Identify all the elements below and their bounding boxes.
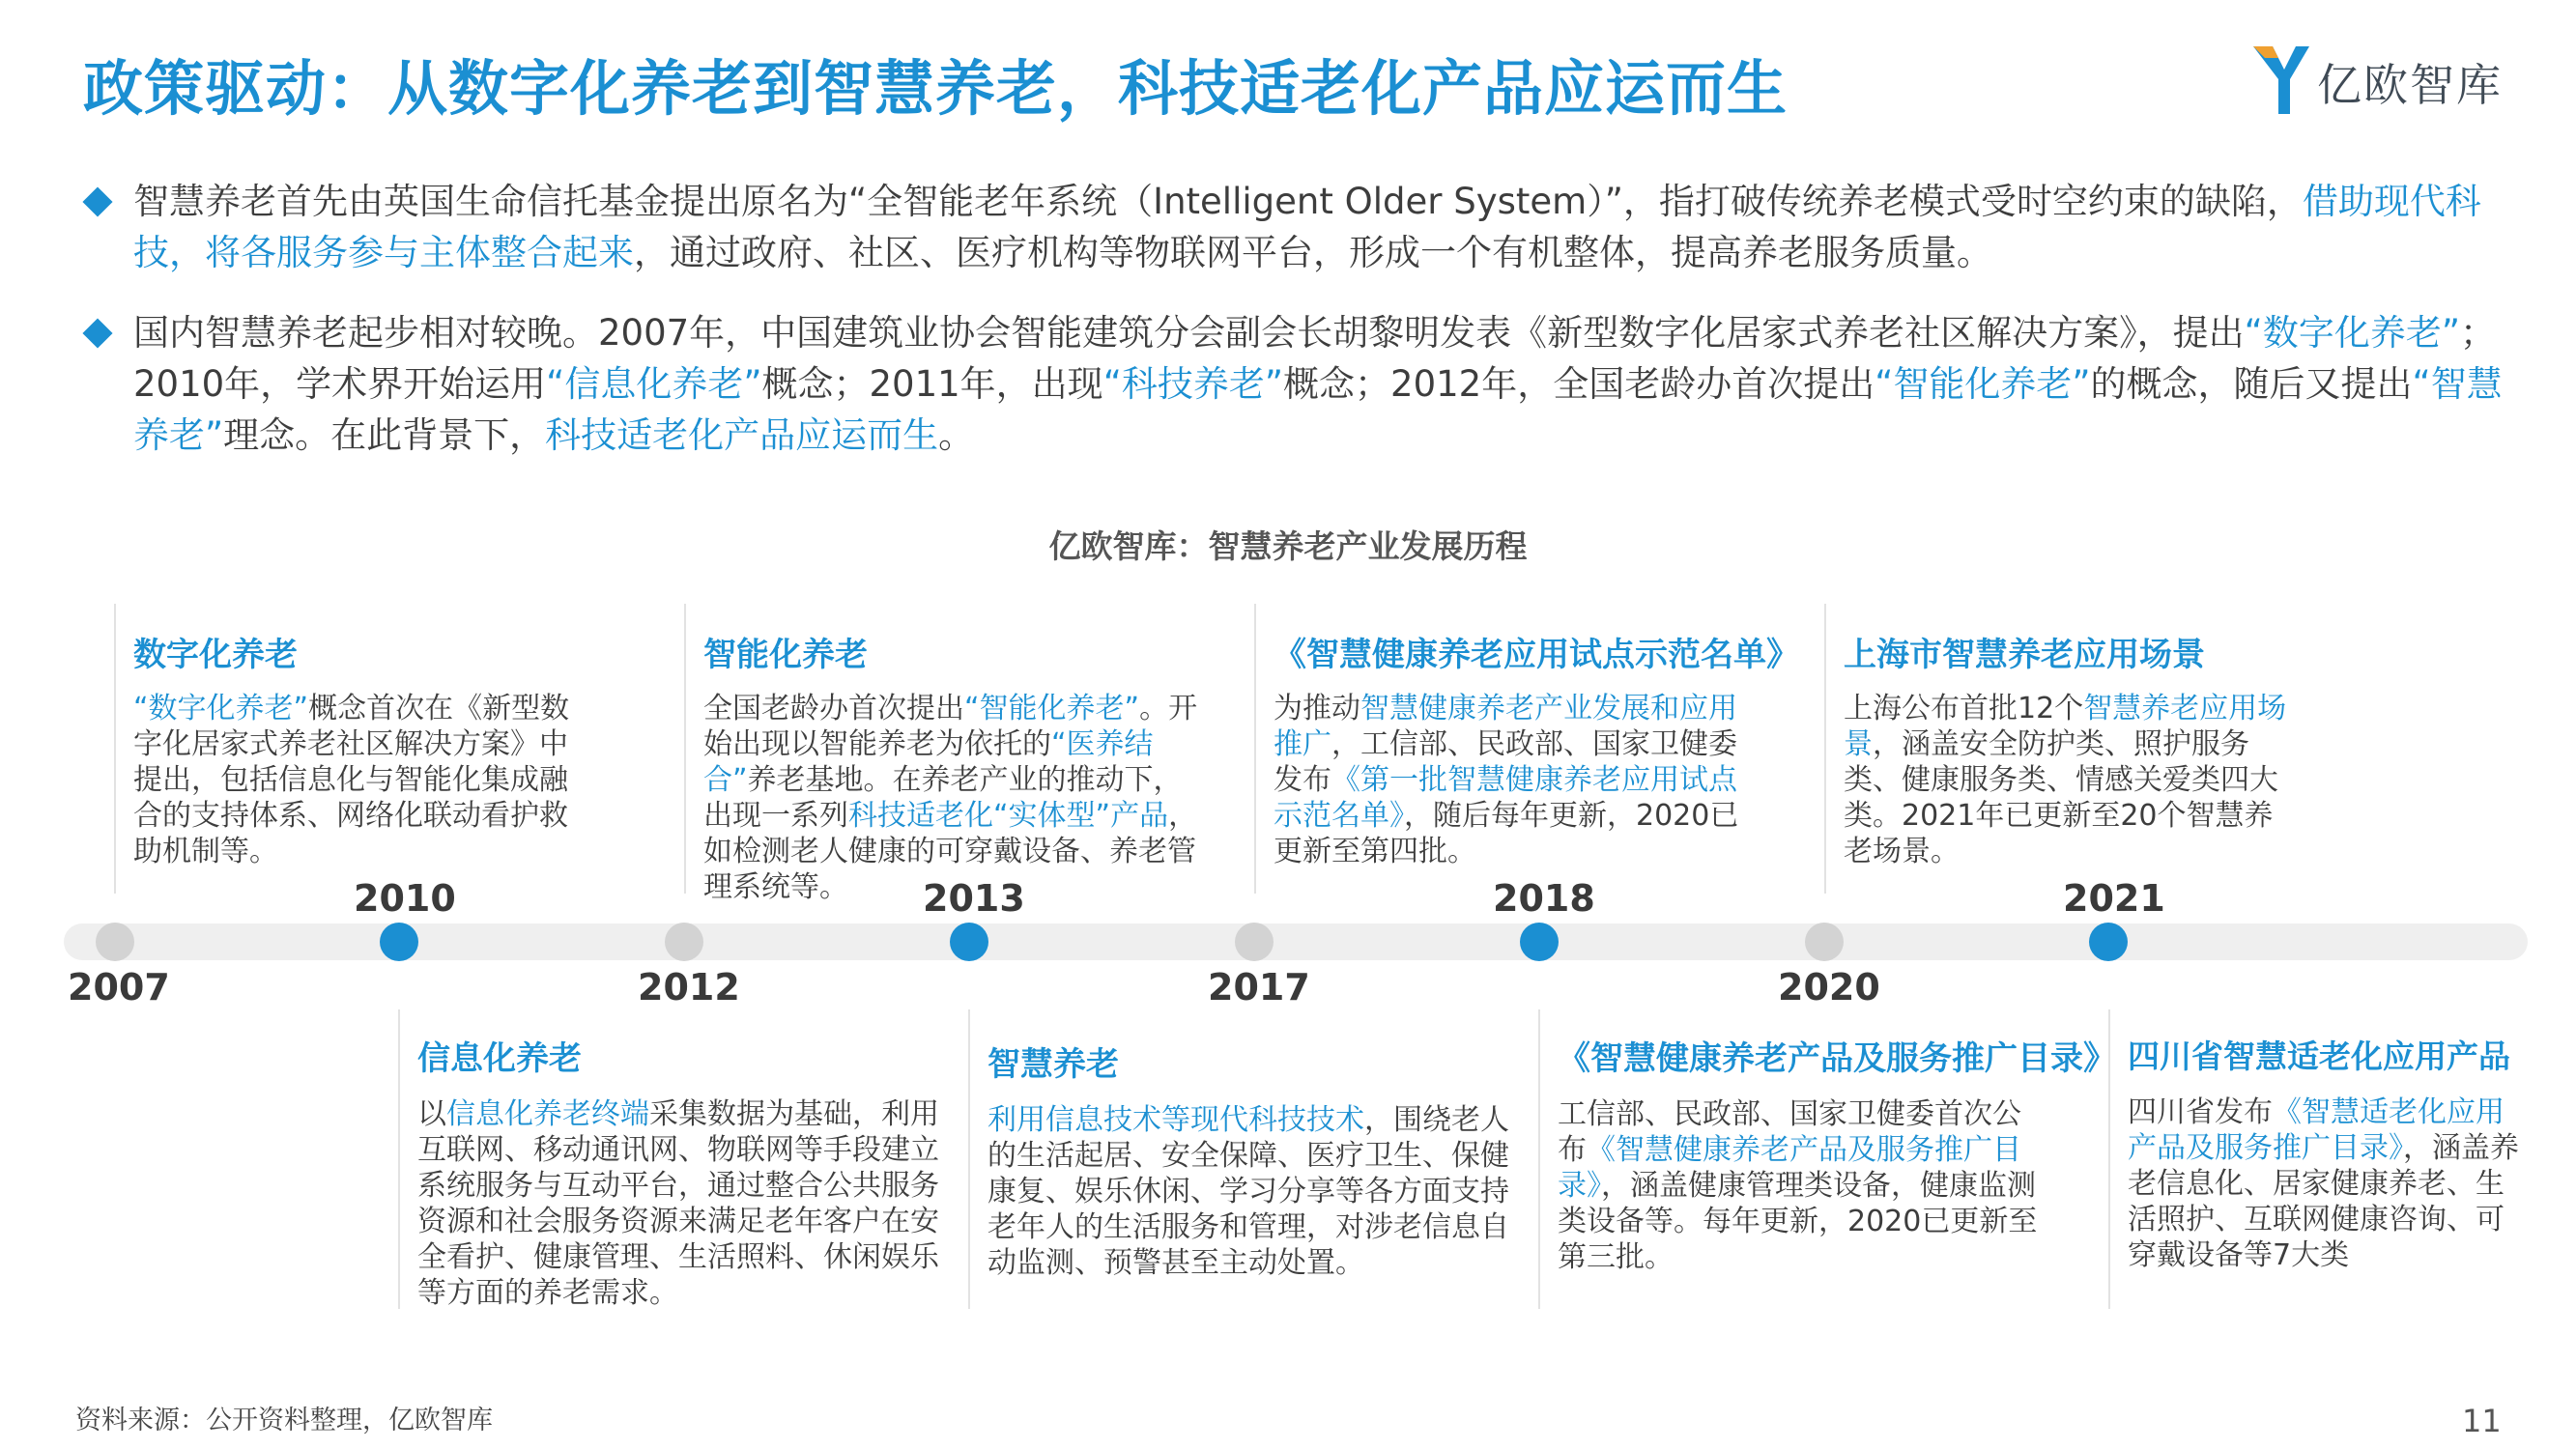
- text-segment: ，涵盖养老信息化、居家健康养老、生活照护、互联网健康咨询、可穿戴设备等7大类: [2128, 1131, 2519, 1272]
- event-title: 数字化养老: [133, 636, 298, 674]
- year-label-2021: 2021: [2063, 877, 2165, 920]
- event-body: [703, 691, 1206, 905]
- text-segment: ，工信部、民政部、国家卫健委发布: [1274, 727, 1737, 797]
- highlighted-text: “数字化养老”: [2244, 312, 2461, 354]
- text-segment: ，如检测老人健康的可穿戴设备、养老管理系统等。: [703, 799, 1198, 904]
- text-segment: ，涵盖安全防护类、照护服务类、健康服务类、情感关爱类四大类。2021年已更新至20个智慧养老场景。: [1844, 727, 2278, 868]
- text-segment: 的概念，随后又提出: [2090, 363, 2413, 405]
- highlighted-text: 科技适老化“实体型”产品: [848, 799, 1169, 833]
- highlighted-text: “智能化养老”: [964, 692, 1140, 725]
- timeline-event-2010: [417, 1032, 959, 1311]
- year-label-2012: 2012: [638, 966, 740, 1009]
- text-segment: 为推动: [1274, 692, 1360, 725]
- text-segment: 。: [938, 414, 975, 456]
- text-segment: 国内智慧养老起步相对较晚。2007年，中国建筑业协会智能建筑分会副会长胡黎明发表《新型数字化居家式养老社区解决方案》，提出: [133, 312, 2245, 354]
- event-title: 《智慧健康养老应用试点示范名单》: [1274, 636, 1799, 674]
- highlighted-text: 信息化养老终端: [446, 1097, 649, 1131]
- text-segment: 理念。在此背景下，: [223, 414, 546, 456]
- event-body: [1558, 1096, 2041, 1275]
- highlighted-text: 智慧健康养老产业发展和应用推广: [1274, 692, 1737, 761]
- highlighted-text: 《智慧适老化应用产品及服务推广目录》: [2128, 1095, 2504, 1165]
- timeline-node-2020: [1805, 923, 1844, 961]
- event-body: [133, 691, 578, 869]
- divider: [1538, 1009, 1540, 1309]
- timeline-event-2013: [987, 1037, 1519, 1281]
- event-title: 智慧养老: [987, 1045, 1119, 1084]
- timeline-event-2021: [2128, 1032, 2533, 1273]
- timeline-event-2018: [1558, 1032, 2116, 1275]
- text-segment: 养老基地。在养老产业的推动下，出现一系列: [703, 763, 1183, 833]
- divider: [1254, 604, 1256, 894]
- highlighted-text: 借助现代科技，将各服务参与主体整合起来: [133, 181, 2481, 273]
- page-title: 政策驱动：从数字化养老到智慧养老，科技适老化产品应运而生: [83, 53, 1789, 124]
- year-label-2017: 2017: [1208, 966, 1310, 1009]
- brand-logo-icon: [2251, 41, 2311, 116]
- event-title: 上海市智慧养老应用场景: [1844, 636, 2205, 674]
- text-segment: ；2010年，学术界开始运用: [133, 312, 2497, 405]
- text-segment: 以: [417, 1097, 446, 1131]
- event-body: [1274, 691, 1757, 869]
- paragraph-text: [133, 307, 2512, 461]
- year-label-2010: 2010: [354, 877, 456, 920]
- event-body: [987, 1102, 1519, 1281]
- event-body: [2128, 1094, 2524, 1273]
- event-title: 信息化养老: [417, 1039, 582, 1078]
- timeline-event-2017: [1274, 628, 1799, 869]
- event-title: 智能化养老: [703, 636, 868, 674]
- text-segment: 工信部、民政部、国家卫健委首次公布: [1558, 1097, 2021, 1167]
- timeline-event-2012: [703, 628, 1206, 905]
- year-label-2013: 2013: [923, 877, 1025, 920]
- highlighted-text: “医养结合”: [703, 727, 1154, 797]
- year-label-2007: 2007: [68, 966, 170, 1009]
- highlighted-text: “数字化养老”: [133, 692, 309, 725]
- timeline-node-2012: [665, 923, 703, 961]
- divider: [1824, 604, 1826, 894]
- text-segment: ，涵盖健康管理类设备，健康监测类设备等。每年更新，2020已更新至第三批。: [1558, 1169, 2038, 1274]
- highlighted-text: 智慧养老应用场景: [1844, 692, 2287, 761]
- text-segment: 概念；2012年，全国老龄办首次提出: [1283, 363, 1875, 405]
- text-segment: 全国老龄办首次提出: [703, 692, 964, 725]
- intro-paragraph-1: [97, 176, 2512, 278]
- timeline-event-2007: [133, 628, 578, 869]
- timeline-node-2007: [96, 923, 134, 961]
- paragraph-text: [133, 176, 2512, 278]
- text-segment: ，随后每年更新，2020已更新至第四批。: [1274, 799, 1739, 868]
- divider: [968, 1009, 970, 1309]
- text-segment: ，通过政府、社区、医疗机构等物联网平台，形成一个有机整体，提高养老服务质量。: [634, 232, 1992, 273]
- text-segment: 。开始出现以智能养老为依托的: [703, 692, 1198, 761]
- timeline-node-2018: [1520, 923, 1559, 961]
- highlighted-text: 科技适老化产品应运而生: [545, 414, 939, 456]
- text-segment: 上海公布首批12个: [1844, 692, 2084, 725]
- timeline-node-2017: [1235, 923, 1274, 961]
- brand-logo: [2251, 37, 2532, 118]
- page-number: 11: [2462, 1403, 2502, 1439]
- divider: [114, 604, 116, 894]
- highlighted-text: 《智慧健康养老产品及服务推广目录》: [1558, 1133, 2021, 1203]
- timeline-node-2021: [2089, 923, 2128, 961]
- divider: [398, 1009, 400, 1309]
- text-segment: 概念首次在《新型数字化居家式养老社区解决方案》中提出，包括信息化与智能化集成融合的支持体系、网络化联动看护救助机制等。: [133, 692, 570, 868]
- text-segment: 采集数据为基础，利用互联网、移动通讯网、物联网等手段建立系统服务与互动平台，通过整合公共服务资源和社会服务资源来满足老年客户在安全看护、健康管理、生活照料、休闲娱乐等方面的养老需求。: [417, 1097, 939, 1310]
- event-body: [417, 1096, 959, 1311]
- event-body: [1844, 691, 2288, 869]
- diamond-bullet-icon: [82, 318, 112, 348]
- source-note: 资料来源：公开资料整理，亿欧智库: [75, 1406, 493, 1435]
- intro-paragraph-2: [97, 307, 2512, 461]
- text-segment: ，围绕老人的生活起居、安全保障、医疗卫生、保健康复、娱乐休闲、学习分享等各方面支持老年人的生活服务和管理，对涉老信息自动监测、预警甚至主动处置。: [987, 1103, 1509, 1280]
- text-segment: 智慧养老首先由英国生命信托基金提出原名为“全智能老年系统（Intelligent Older System）”，指打破传统养老模式受时空约束的缺陷，: [133, 181, 2303, 222]
- brand-logo-text: 亿欧智库: [2317, 59, 2503, 111]
- timeline-title: 亿欧智库：智慧养老产业发展历程: [1048, 527, 1528, 565]
- divider: [684, 604, 686, 894]
- text-segment: 概念；2011年，出现: [761, 363, 1103, 405]
- timeline-axis: [64, 923, 2528, 960]
- highlighted-text: “智慧养老”: [133, 363, 2503, 456]
- highlighted-text: “智能化养老”: [1875, 363, 2091, 405]
- timeline-event-2020: [1844, 628, 2307, 869]
- highlighted-text: “科技养老”: [1102, 363, 1284, 405]
- year-label-2020: 2020: [1778, 966, 1880, 1009]
- event-title: 《智慧健康养老产品及服务推广目录》: [1558, 1039, 2116, 1078]
- timeline-node-2013: [950, 923, 988, 961]
- text-segment: 四川省发布: [2128, 1095, 2273, 1129]
- highlighted-text: 《第一批智慧健康养老应用试点示范名单》: [1274, 763, 1737, 833]
- diamond-bullet-icon: [82, 186, 112, 216]
- year-label-2018: 2018: [1493, 877, 1595, 920]
- highlighted-text: 利用信息技术等现代科技技术: [987, 1103, 1364, 1137]
- event-title: 四川省智慧适老化应用产品: [2128, 1037, 2510, 1075]
- highlighted-text: “信息化养老”: [546, 363, 762, 405]
- timeline-node-2010: [380, 923, 418, 961]
